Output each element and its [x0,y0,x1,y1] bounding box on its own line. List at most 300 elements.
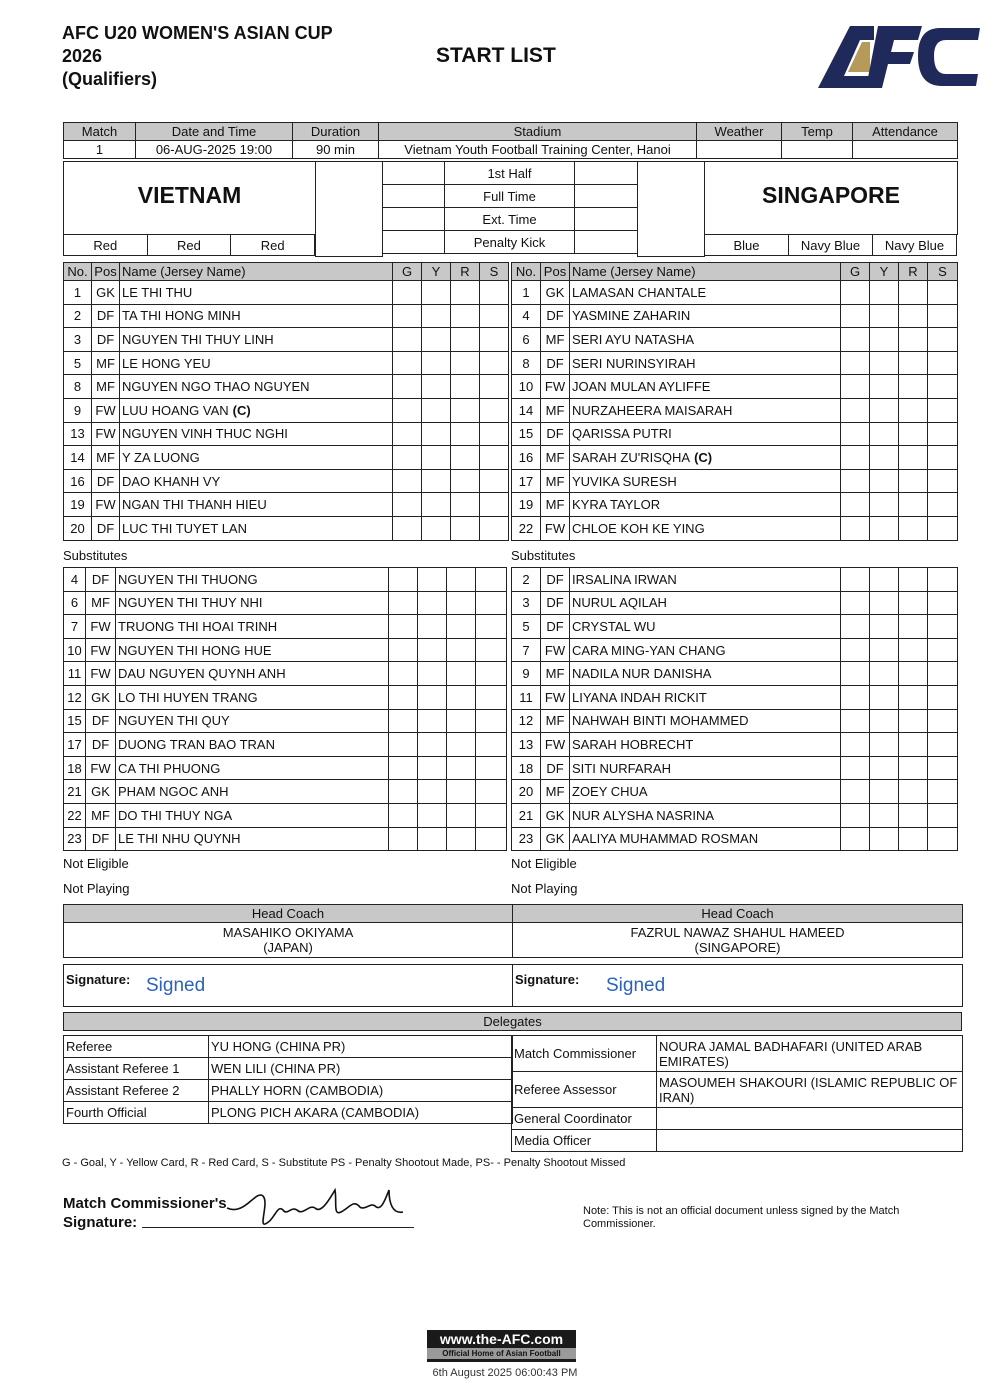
player-stat-r [899,398,928,422]
match-info-header: Attendance [853,123,958,141]
player-row [64,351,509,375]
away-period-score [575,231,638,254]
player-stat-g [841,469,870,493]
player-row [64,469,509,493]
player-name [116,685,389,709]
player-name [116,662,389,686]
player-number: 11 [64,662,86,686]
player-stat-s [928,615,958,639]
player-number: 9 [64,398,92,422]
home-signature-label: Signature: [66,972,131,987]
player-stat-g [393,375,422,399]
delegates-label: Delegates [64,1013,962,1031]
player-position: MF [541,493,570,517]
home-not-eligible: Not Eligible [63,856,129,871]
player-name-text: Y ZA LUONG [122,449,200,465]
player-position: DF [541,756,570,780]
player-stat-r [451,446,480,470]
player-row [64,591,507,615]
delegate-role: Fourth Official [64,1102,209,1124]
player-row [64,516,509,540]
player-stat-s [476,638,507,662]
player-name-text: ZOEY CHUA [572,784,648,800]
coach-table [63,904,963,958]
player-name-text: NGUYEN NGO THAO NGUYEN [122,379,310,395]
lineup-header-no: No. [512,263,541,281]
player-stat-s [928,685,958,709]
player-stat-s [928,516,958,540]
player-stat-r [899,469,928,493]
match-info-header: Match [64,123,136,141]
match-info-value: Vietnam Youth Football Training Center, Hanoi [379,141,697,159]
lineup-header-pos: Pos [541,263,570,281]
player-stat-y [870,827,899,851]
player-stat-s [928,803,958,827]
player-name [570,685,841,709]
player-position: DF [541,591,570,615]
player-stat-y [418,568,447,592]
player-stat-r [447,685,476,709]
player-number: 18 [64,756,86,780]
player-stat-r [899,304,928,328]
player-stat-g [841,662,870,686]
delegate-role: Assistant Referee 1 [64,1058,209,1080]
player-stat-s [928,422,958,446]
player-stat-y [422,493,451,517]
site-tagline: Official Home of Asian Football [427,1348,576,1359]
player-number: 1 [512,281,541,305]
player-name [120,422,393,446]
player-stat-g [841,638,870,662]
player-stat-r [451,493,480,517]
player-row [64,568,507,592]
player-stat-y [870,638,899,662]
player-stat-r [899,803,928,827]
match-info-value: 06-AUG-2025 19:00 [136,141,293,159]
player-name [570,351,841,375]
player-name [116,803,389,827]
player-stat-y [418,638,447,662]
player-row [512,591,958,615]
player-stat-y [870,422,899,446]
player-name-text: NAHWAH BINTI MOHAMMED [572,713,749,729]
player-name [116,733,389,757]
player-name [570,638,841,662]
player-stat-s [928,662,958,686]
player-row [512,685,958,709]
player-position: GK [541,281,570,305]
player-stat-r [899,591,928,615]
player-stat-r [899,662,928,686]
player-row [512,469,958,493]
lineup-header-g: G [393,263,422,281]
player-name [116,756,389,780]
player-name-text: LUU HOANG VAN [122,402,229,418]
player-name [570,375,841,399]
player-stat-y [870,709,899,733]
player-stat-g [841,281,870,305]
player-stat-y [422,281,451,305]
player-stat-y [422,328,451,352]
match-info-header: Duration [293,123,379,141]
player-row [512,780,958,804]
player-position: DF [92,516,120,540]
player-stat-r [451,304,480,328]
player-stat-r [899,375,928,399]
player-stat-y [422,375,451,399]
away-signed: Signed [606,975,666,996]
player-name-text: CHLOE KOH KE YING [572,520,705,536]
player-number: 2 [64,304,92,328]
legend-text: G - Goal, Y - Yellow Card, R - Red Card, S - Substitute PS - Penalty Shootout Made, PS- - Penalty Shootout Missed [62,1157,626,1169]
player-stat-r [451,469,480,493]
player-stat-y [870,304,899,328]
player-position: FW [92,398,120,422]
player-stat-g [393,328,422,352]
delegate-name: WEN LILI (CHINA PR) [209,1058,513,1080]
player-number: 22 [512,516,541,540]
player-row [64,780,507,804]
player-stat-s [476,568,507,592]
player-name [570,591,841,615]
player-stat-r [447,733,476,757]
home-team-name: VIETNAM [63,161,316,235]
player-number: 14 [64,446,92,470]
player-name-text: LE THI THU [122,284,193,300]
player-row [512,398,958,422]
player-name-text: TRUONG THI HOAI TRINH [118,618,278,634]
player-stat-y [870,398,899,422]
lineup-header-name: Name (Jersey Name) [120,263,393,281]
player-stat-g [389,685,418,709]
away-subs-table [511,567,958,851]
away-period-score [575,162,638,185]
player-stat-y [870,328,899,352]
commissioner-sig-line1: Match Commissioner's [63,1195,227,1212]
player-stat-y [870,685,899,709]
player-position: FW [541,516,570,540]
away-team-name: SINGAPORE [704,161,958,235]
player-position: MF [541,780,570,804]
player-stat-r [451,375,480,399]
player-stat-g [393,493,422,517]
away-signature-label: Signature: [515,972,580,987]
player-stat-r [451,516,480,540]
player-name [116,591,389,615]
player-name-text: YASMINE ZAHARIN [572,308,691,324]
player-row [512,375,958,399]
player-stat-r [447,638,476,662]
player-name [570,756,841,780]
player-stat-s [476,591,507,615]
player-number: 6 [64,591,86,615]
player-position: MF [92,351,120,375]
player-name-text: LO THI HUYEN TRANG [118,689,258,705]
home-signature [64,965,513,1007]
player-name-text: LUC THI TUYET LAN [122,520,247,536]
player-number: 3 [512,591,541,615]
player-row [512,733,958,757]
player-number: 9 [512,662,541,686]
player-name-text: LIYANA INDAH RICKIT [572,689,707,705]
player-name-text: CARA MING-YAN CHANG [572,642,726,658]
player-name-text: NGUYEN THI HONG HUE [118,642,272,658]
player-name [116,827,389,851]
player-stat-s [476,685,507,709]
player-name-text: NGUYEN THI QUY [118,713,230,729]
player-number: 19 [64,493,92,517]
player-stat-g [389,568,418,592]
player-name-text: AALIYA MUHAMMAD ROSMAN [572,831,759,847]
player-name [120,398,393,422]
player-row [512,328,958,352]
player-stat-y [870,351,899,375]
player-row [512,446,958,470]
away-head-coach-label: Head Coach [513,905,963,923]
player-name-text: CA THI PHUONG [118,760,221,776]
player-stat-s [476,803,507,827]
player-position: GK [541,803,570,827]
player-stat-r [447,591,476,615]
player-position: MF [541,469,570,493]
player-name [570,709,841,733]
player-stat-r [899,493,928,517]
away-coach [513,923,963,958]
home-not-playing: Not Playing [63,881,130,896]
player-stat-s [480,351,509,375]
player-position: FW [541,733,570,757]
player-name-text: SITI NURFARAH [572,760,671,776]
player-stat-y [870,615,899,639]
player-stat-y [870,375,899,399]
delegate-name: YU HONG (CHINA PR) [209,1036,513,1058]
player-name-text: LE HONG YEU [122,355,211,371]
player-stat-s [480,328,509,352]
lineup-header-s: S [480,263,509,281]
player-name [570,568,841,592]
player-stat-y [418,803,447,827]
player-stat-y [870,803,899,827]
player-stat-s [476,662,507,686]
printed-timestamp: 6th August 2025 06:00:43 PM [432,1367,578,1379]
player-number: 11 [512,685,541,709]
lineup-header-r: R [451,263,480,281]
competition-title [62,22,333,91]
player-stat-g [841,756,870,780]
player-stat-g [841,446,870,470]
player-stat-s [480,422,509,446]
player-stat-r [451,398,480,422]
player-stat-g [389,780,418,804]
player-stat-g [841,493,870,517]
player-name [120,328,393,352]
player-number: 19 [512,493,541,517]
player-stat-r [447,709,476,733]
player-name-text: SARAH HOBRECHT [572,736,694,752]
player-position: FW [541,638,570,662]
delegate-row [512,1130,963,1152]
home-period-score [383,208,445,231]
player-name-text: NADILA NUR DANISHA [572,666,712,682]
player-number: 22 [64,803,86,827]
svg-text:AFC: AFC [818,20,820,21]
player-stat-r [899,827,928,851]
score-period-row [383,208,638,231]
player-stat-g [393,469,422,493]
player-stat-r [899,422,928,446]
lineup-header-y: Y [422,263,451,281]
player-position: DF [92,304,120,328]
player-stat-g [841,304,870,328]
delegates-header [63,1012,962,1031]
player-row [512,803,958,827]
player-stat-g [393,398,422,422]
site-banner [427,1330,576,1362]
player-stat-s [476,827,507,851]
player-row [64,375,509,399]
player-stat-y [870,516,899,540]
player-stat-s [928,446,958,470]
player-row [64,304,509,328]
player-stat-s [928,281,958,305]
player-stat-y [870,493,899,517]
player-position: DF [541,568,570,592]
player-stat-y [870,446,899,470]
player-stat-g [393,304,422,328]
player-stat-s [476,756,507,780]
player-name-text: NGAN THI THANH HIEU [122,497,267,513]
player-name-text: NGUYEN THI THUONG [118,571,258,587]
player-number: 23 [512,827,541,851]
doc-title: START LIST [436,44,556,67]
player-stat-s [476,780,507,804]
player-stat-s [928,398,958,422]
player-stat-g [841,780,870,804]
player-position: MF [541,709,570,733]
player-stat-y [870,469,899,493]
player-number: 1 [64,281,92,305]
player-stat-g [389,733,418,757]
player-row [512,662,958,686]
player-position: DF [541,615,570,639]
player-number: 16 [64,469,92,493]
lineup-header-row [64,263,509,281]
home-substitutes-label: Substitutes [63,548,128,563]
player-number: 23 [64,827,86,851]
score-period-label: Penalty Kick [445,231,575,254]
player-row [512,281,958,305]
player-name [570,662,841,686]
player-name-text: NGUYEN THI THUY NHI [118,595,263,611]
player-stat-r [451,422,480,446]
player-name-text: TA THI HONG MINH [122,308,241,324]
match-info-header: Date and Time [136,123,293,141]
player-stat-g [841,328,870,352]
player-number: 12 [512,709,541,733]
player-name-text: NGUYEN VINH THUC NGHI [122,426,288,442]
delegate-name: PHALLY HORN (CAMBODIA) [209,1080,513,1102]
player-name-text: PHAM NGOC ANH [118,784,229,800]
player-stat-g [841,351,870,375]
player-name-text: CRYSTAL WU [572,618,656,634]
player-number: 5 [64,351,92,375]
score-period-label: Ext. Time [445,208,575,231]
home-coach [64,923,513,958]
delegate-role: Referee [64,1036,209,1058]
player-stat-y [422,398,451,422]
player-stat-g [389,827,418,851]
player-row [64,756,507,780]
player-row [512,422,958,446]
player-stat-r [447,568,476,592]
player-stat-g [389,662,418,686]
player-name-text: IRSALINA IRWAN [572,571,677,587]
player-stat-r [447,803,476,827]
player-number: 7 [512,638,541,662]
player-name-text: DAO KHANH VY [122,473,221,489]
player-stat-g [389,803,418,827]
player-position: DF [541,351,570,375]
player-row [64,733,507,757]
score-period-label: Full Time [445,185,575,208]
home-period-score [383,231,445,254]
player-name-text: NGUYEN THI THUY LINH [122,331,274,347]
player-position: DF [86,568,116,592]
player-name [116,709,389,733]
player-name-text: LE THI NHU QUYNH [118,831,241,847]
player-name [570,281,841,305]
player-stat-s [928,709,958,733]
player-number: 3 [64,328,92,352]
player-name [570,733,841,757]
player-position: DF [86,827,116,851]
player-name-text: DO THI THUY NGA [118,807,233,823]
delegate-role: General Coordinator [512,1108,657,1130]
player-name [570,516,841,540]
player-stat-s [928,568,958,592]
player-name [570,398,841,422]
home-kits [63,234,315,256]
player-stat-s [476,733,507,757]
delegate-row [64,1102,513,1124]
player-stat-g [841,591,870,615]
player-stat-s [928,351,958,375]
player-stat-s [480,398,509,422]
player-name [570,493,841,517]
away-period-score [575,208,638,231]
player-stat-s [480,375,509,399]
away-kit-color: Navy Blue [789,235,873,256]
competition-line2: 2026 [62,46,103,66]
delegate-row [64,1080,513,1102]
player-name-text: SERI NURINSYIRAH [572,355,696,371]
player-number: 17 [64,733,86,757]
player-stat-y [422,469,451,493]
player-number: 4 [512,304,541,328]
player-position: FW [541,375,570,399]
player-stat-r [451,328,480,352]
home-coach-name: MASAHIKO OKIYAMA [222,925,354,940]
player-row [512,351,958,375]
player-number: 4 [64,568,86,592]
competition-line1: AFC U20 WOMEN'S ASIAN CUP [62,23,333,43]
player-position: DF [541,304,570,328]
score-period-label: 1st Half [445,162,575,185]
player-name-text: KYRA TAYLOR [572,497,661,513]
player-row [64,615,507,639]
score-period-row [383,162,638,185]
player-row [64,446,509,470]
